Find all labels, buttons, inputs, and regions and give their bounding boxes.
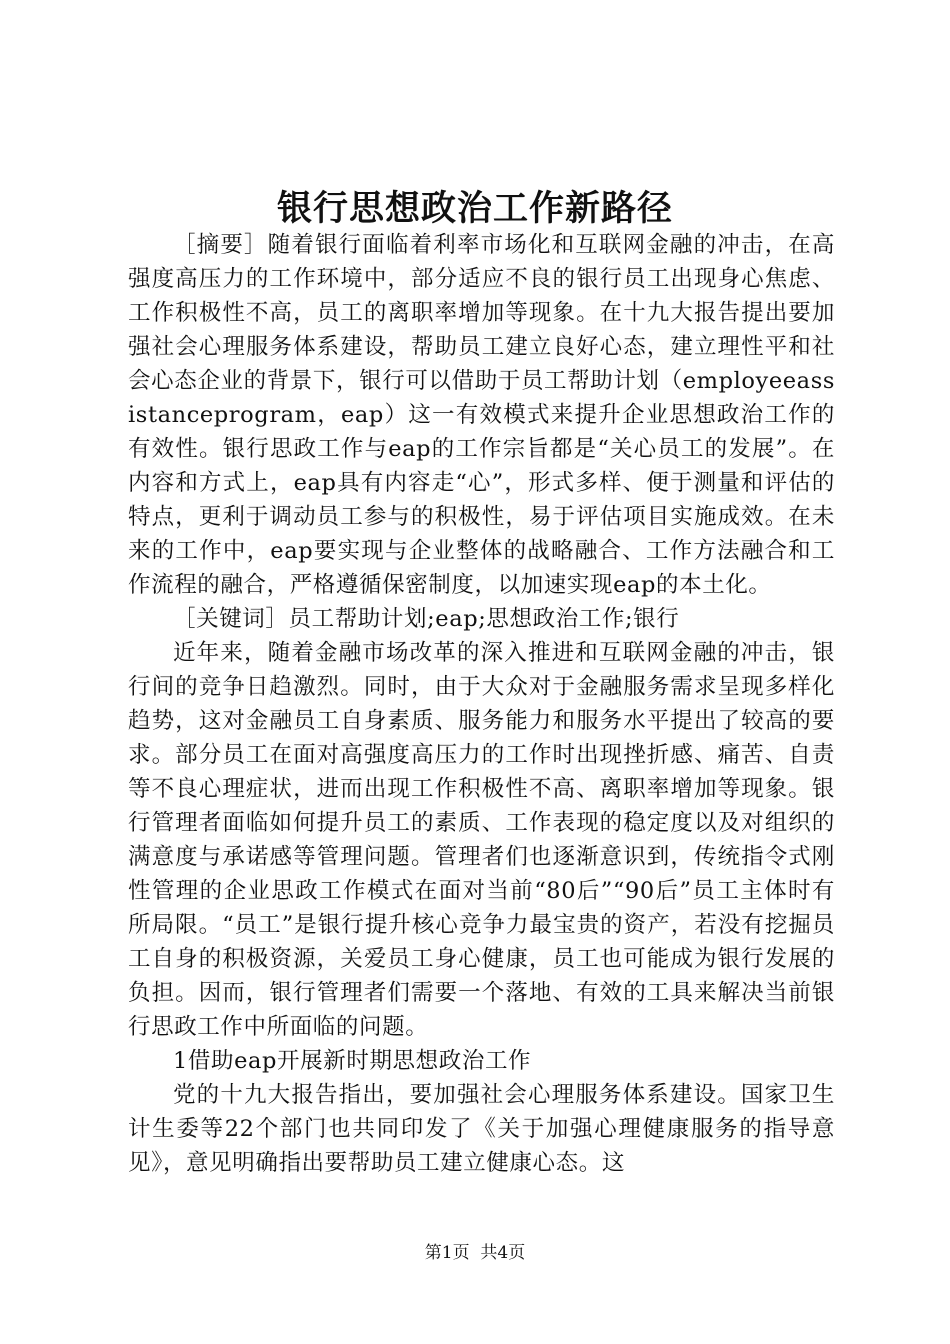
section-paragraph: 党的十九大报告指出，要加强社会心理服务体系建设。国家卫生计生委等22个部门也共同印发了《关于加强心理健康服务的指导意见》，意见明确指出要帮助员工建立健康心态。这 (128, 1082, 835, 1176)
page-number-label: 第1页 共4页 (424, 1243, 526, 1263)
section-heading: 1借助eap开展新时期思想政治工作 (173, 1048, 532, 1074)
page-footer (0, 1241, 950, 1265)
keywords-paragraph: ［关键词］员工帮助计划;eap;思想政治工作;银行 (173, 606, 680, 632)
document-body (128, 228, 835, 1180)
intro-paragraph: 近年来，随着金融市场改革的深入推进和互联网金融的冲击，银行间的竞争日趋激烈。同时，由于大众对于金融服务需求呈现多样化趋势，这对金融员工自身素质、服务能力和服务水平提出了较高的要求。部分员工在面对高强度高压力的工作时出现挫折感、痛苦、自责等不良心理症状，进而出现工作积极性不高、离职率增加等现象。银行管理者面临如何提升员工的素质、工作表现的稳定度以及对组织的满意度与承诺感等管理问题。管理者们也逐渐意识到，传统指令式刚性管理的企业思政工作模式在面对当前“80后”“90后”员工主体时有所局限。“员工”是银行提升核心竞争力最宝贵的资产，若没有挖掘员工自身的积极资源，关爱员工身心健康，员工也可能成为银行发展的负担。因而，银行管理者们需要一个落地、有效的工具来解决当前银行思政工作中所面临的问题。 (128, 640, 835, 1040)
page-title: 银行思想政治工作新路径 (276, 188, 673, 229)
abstract-paragraph: ［摘要］随着银行面临着利率市场化和互联网金融的冲击，在高强度高压力的工作环境中，部分适应不良的银行员工出现身心焦虑、工作积极性不高，员工的离职率增加等现象。在十九大报告提出要加强社会心理服务体系建设，帮助员工建立良好心态，建立理性平和社会心态企业的背景下，银行可以借助于员工帮助计划（employeeassistanceprogram，eap）这一有效模式来提升企业思想政治工作的有效性。银行思政工作与eap的工作宗旨都是“关心员工的发展”。在内容和方式上，eap具有内容走“心”，形式多样、便于测量和评估的特点，更利于调动员工参与的积极性，易于评估项目实施成效。在未来的工作中，eap要实现与企业整体的战略融合、工作方法融合和工作流程的融合，严格遵循保密制度，以加速实现eap的本土化。 (128, 232, 835, 598)
